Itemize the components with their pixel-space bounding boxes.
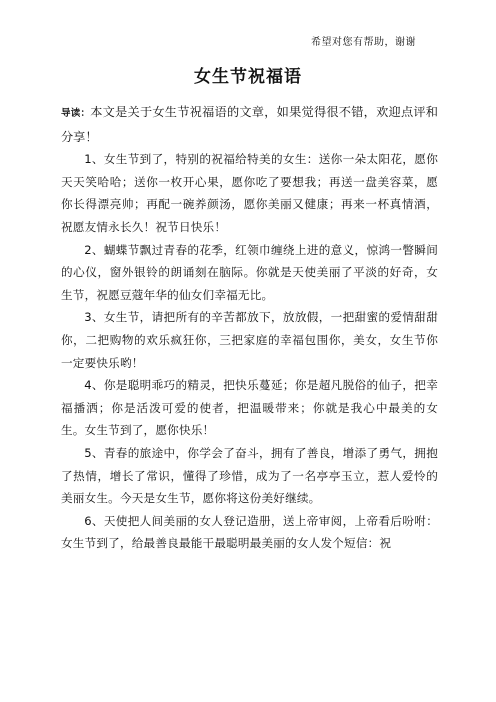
document-body	[61, 101, 438, 555]
blessing-paragraph-6: 6、天使把人间美丽的女人登记造册，送上帝审阅，上帝看后吩咐：女生节到了，给最善良最能干最聪明最美丽的女人发个短信：祝	[61, 513, 438, 551]
header-note: 希望对您有帮助，谢谢	[311, 37, 416, 48]
intro-label: 导读：	[61, 108, 91, 119]
blessing-paragraph-1: 1、女生节到了，特别的祝福给特美的女生：送你一朵太阳花，愿你天天笑哈哈；送你一枚开心果，愿你吃了要想我；再送一盘美容菜，愿你长得漂亮帅；再配一碗养颜汤，愿你美丽又健康；再来一杯真情酒，祝愿友情永长久！祝节日快乐！	[61, 152, 438, 234]
blessing-paragraph-4: 4、你是聪明乖巧的精灵，把快乐蔓延；你是超凡脱俗的仙子，把幸福播洒；你是活泼可爱的使者，把温暖带来；你就是我心中最美的女生。女生节到了，愿你快乐！	[61, 378, 438, 438]
blessing-paragraph-2: 2、蝴蝶节飘过青春的花季，红领巾缠绕上进的意义，惊鸿一瞥瞬间的心仪，窗外银铃的朗诵刻在脑际。你就是天使美丽了平淡的好奇，女生节，祝愿豆蔻年华的仙女们幸福无比。	[61, 242, 438, 302]
intro-text: 本文是关于女生节祝福语的文章，如果觉得很不错，欢迎点评和分享！	[61, 105, 438, 144]
blessing-paragraph-5: 5、青春的旅途中，你学会了奋斗，拥有了善良，增添了勇气，拥抱了热情，增长了常识，懂得了珍惜，成为了一名亭亭玉立，惹人爱怜的美丽女生。今天是女生节，愿你将这份美好继续。	[61, 445, 438, 506]
page-title: 女生节祝福语	[194, 67, 302, 87]
blessing-paragraph-3: 3、女生节，请把所有的辛苦都放下，放放假，一把甜蜜的爱情甜甜你，二把购物的欢乐疯狂你，三把家庭的幸福包围你，美女，女生节你一定要快乐哟！	[61, 310, 438, 370]
intro-paragraph	[61, 101, 438, 148]
